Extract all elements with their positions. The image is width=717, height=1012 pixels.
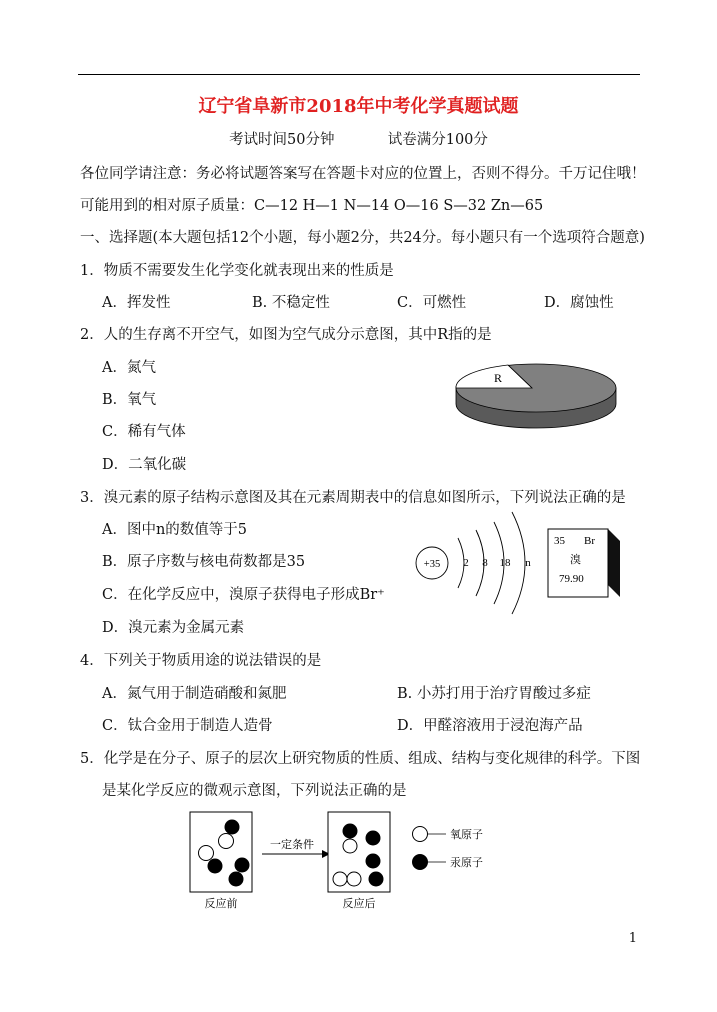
q5-stem-line2: 是某化学反应的微观示意图，下列说法正确的是: [102, 783, 407, 799]
legend-mercury-label: 汞原子: [450, 856, 483, 869]
q2-option-c: C．稀有气体: [102, 424, 186, 440]
q1-stem: 1．物质不需要发生化学变化就表现出来的性质是: [80, 263, 394, 279]
oxygen-atom: [347, 872, 361, 886]
page-number: 1: [628, 931, 637, 946]
oxygen-atom: [199, 846, 214, 861]
periodic-element-card: [546, 527, 622, 599]
shell-count-3: 18: [499, 557, 511, 569]
mercury-atom: [366, 831, 381, 846]
legend-oxygen-label: 氧原子: [450, 828, 483, 841]
q2-option-a: A．氮气: [102, 360, 156, 376]
q3-option-b: B．原子序数与核电荷数都是35: [102, 554, 306, 570]
q4-option-c: C．钛合金用于制造人造骨: [102, 718, 273, 734]
shell-count-4: n: [525, 557, 531, 569]
oxygen-atom: [333, 872, 347, 886]
q3-option-a: A．图中n的数值等于5: [102, 522, 248, 538]
before-label: 反应前: [204, 897, 238, 910]
oxygen-atom: [343, 839, 357, 853]
mercury-atom: [225, 820, 240, 835]
exam-score: 试卷满分100分: [387, 132, 488, 148]
q3-option-c: C．在化学反应中，溴原子获得电子形成Br⁺: [102, 587, 385, 603]
atomic-masses-text: 可能用到的相对原子质量：C—12 H—1 N—14 O—16 S—32 Zn—65: [80, 198, 544, 214]
q4-option-b: B. 小苏打用于治疗胃酸过多症: [397, 686, 591, 702]
q3-stem: 3．溴元素的原子结构示意图及其在元素周期表中的信息如图所示，下列说法正确的是: [80, 490, 626, 506]
q2-option-d: D．二氧化碳: [102, 457, 187, 473]
pie-r-label: R: [494, 371, 503, 385]
notice-text: 各位同学请注意：务必将试题答案写在答题卡对应的位置上，否则不得分。千万记住哦！: [80, 166, 646, 182]
header-rule: [78, 74, 640, 75]
q4-stem: 4．下列关于物质用途的说法错误的是: [80, 653, 322, 669]
q3-option-d: D．溴元素为金属元素: [102, 620, 245, 636]
mercury-atom: [208, 859, 223, 874]
q1-option-b: B. 不稳定性: [252, 295, 330, 311]
q2-stem: 2．人的生存离不开空气，如图为空气成分示意图，其中R指的是: [80, 327, 492, 343]
legend-mercury-icon: [412, 854, 428, 870]
legend-oxygen-icon: [413, 827, 428, 842]
q4-option-a: A．氮气用于制造硝酸和氮肥: [102, 686, 287, 702]
q5-stem-line1: 5．化学是在分子、原子的层次上研究物质的性质、组成、结构与变化规律的科学。下图: [80, 751, 641, 767]
bromine-atom-diagram: [410, 508, 560, 618]
exam-info: [0, 131, 717, 149]
q1-option-a: A．挥发性: [102, 295, 171, 311]
exam-time: 考试时间50分钟: [229, 132, 335, 148]
shell-arc-4: [512, 512, 525, 614]
shell-count-1: 2: [463, 557, 469, 569]
mercury-atom: [369, 872, 384, 887]
page-title: 辽宁省阜新市2018年中考化学真题试题: [198, 96, 519, 117]
reaction-condition: 一定条件: [270, 838, 314, 851]
mercury-atom: [366, 854, 381, 869]
q1-option-c: C．可燃性: [397, 295, 467, 311]
element-number: 35: [554, 535, 565, 547]
q2-option-b: B．氧气: [102, 392, 157, 408]
oxygen-atom: [219, 834, 234, 849]
after-label: 反应后: [342, 897, 376, 910]
shell-count-2: 8: [482, 557, 488, 569]
section-heading: 一、选择题(本大题包括12个小题，每小题2分，共24分。每小题只有一个选项符合题意): [80, 230, 645, 246]
element-mass: 79.90: [559, 573, 584, 585]
nucleus-charge: +35: [423, 559, 441, 570]
mercury-atom: [343, 824, 358, 839]
reaction-micro-diagram: [188, 808, 508, 913]
q1-option-d: D．腐蚀性: [544, 295, 614, 311]
card-side: [608, 529, 620, 597]
element-name: 溴: [570, 553, 581, 566]
air-composition-pie: [448, 354, 624, 434]
q4-option-d: D．甲醛溶液用于浸泡海产品: [397, 718, 583, 734]
element-symbol: Br: [584, 535, 595, 547]
mercury-atom: [235, 858, 250, 873]
mercury-atom: [229, 872, 244, 887]
